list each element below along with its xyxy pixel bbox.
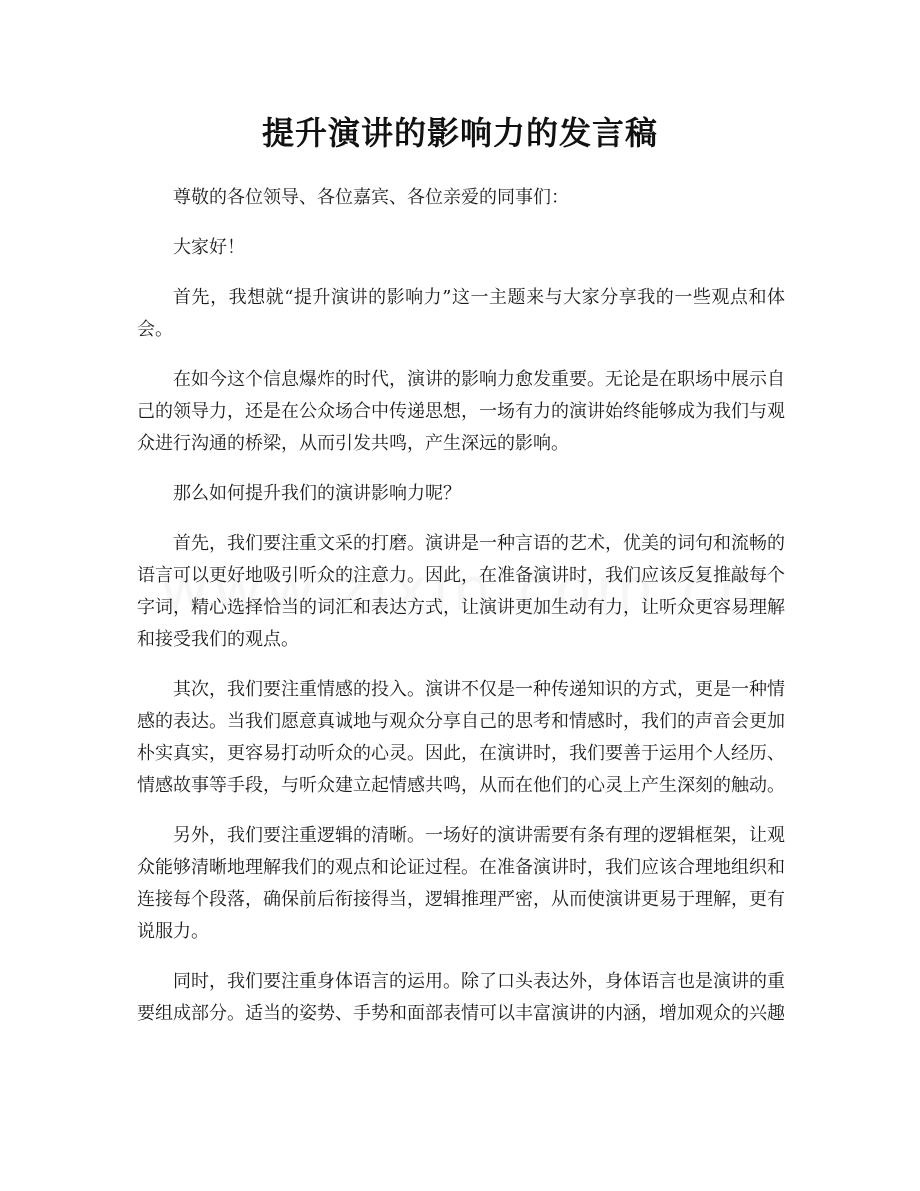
document-body (137, 182, 785, 1048)
greeting-paragraph: 大家好！ (173, 237, 245, 258)
context-paragraph: 在如今这个信息爆炸的时代，演讲的影响力愈发重要。无论是在职场中展示自己的领导力，还是在公众场合中传递思想，一场有力的演讲始终能够成为我们与观众进行沟通的桥梁，从而引发共鸣，产生深远的影响。 (137, 369, 785, 454)
question-paragraph: 那么如何提升我们的演讲影响力呢？ (173, 483, 461, 504)
document-title: 提升演讲的影响力的发言稿 (261, 114, 658, 152)
point-logic-paragraph: 另外，我们要注重逻辑的清晰。一场好的演讲需要有条有理的逻辑框架，让观众能够清晰地理解我们的观点和论证过程。在准备演讲时，我们应该合理地组织和连接每个段落，确保前后衔接得当，逻辑推理严密，从而使演讲更易于理解，更有说服力。 (137, 825, 785, 942)
intro-paragraph: 首先，我想就“提升演讲的影响力”这一主题来与大家分享我的一些观点和体会。 (137, 287, 785, 340)
point-body-language-paragraph: 同时，我们要注重身体语言的运用。除了口头表达外，身体语言也是演讲的重要组成部分。适当的姿势、手势和面部表情可以丰富演讲的内涵，增加观众的兴趣 (137, 971, 785, 1024)
point-wording-paragraph: 首先，我们要注重文采的打磨。演讲是一种言语的艺术，优美的词句和流畅的语言可以更好地吸引听众的注意力。因此，在准备演讲时，我们应该反复推敲每个字词，精心选择恰当的词汇和表达方式，让演讲更加生动有力，让听众更容易理解和接受我们的观点。 (137, 533, 785, 650)
point-emotion-paragraph: 其次，我们要注重情感的投入。演讲不仅是一种传递知识的方式，更是一种情感的表达。当我们愿意真诚地与观众分享自己的思考和情感时，我们的声音会更加朴实真实，更容易打动听众的心灵。因此，在演讲时，我们要善于运用个人经历、情感故事等手段，与听众建立起情感共鸣，从而在他们的心灵上产生深刻的触动。 (137, 679, 785, 796)
salutation-paragraph: 尊敬的各位领导、各位嘉宾、各位亲爱的同事们： (173, 187, 569, 208)
